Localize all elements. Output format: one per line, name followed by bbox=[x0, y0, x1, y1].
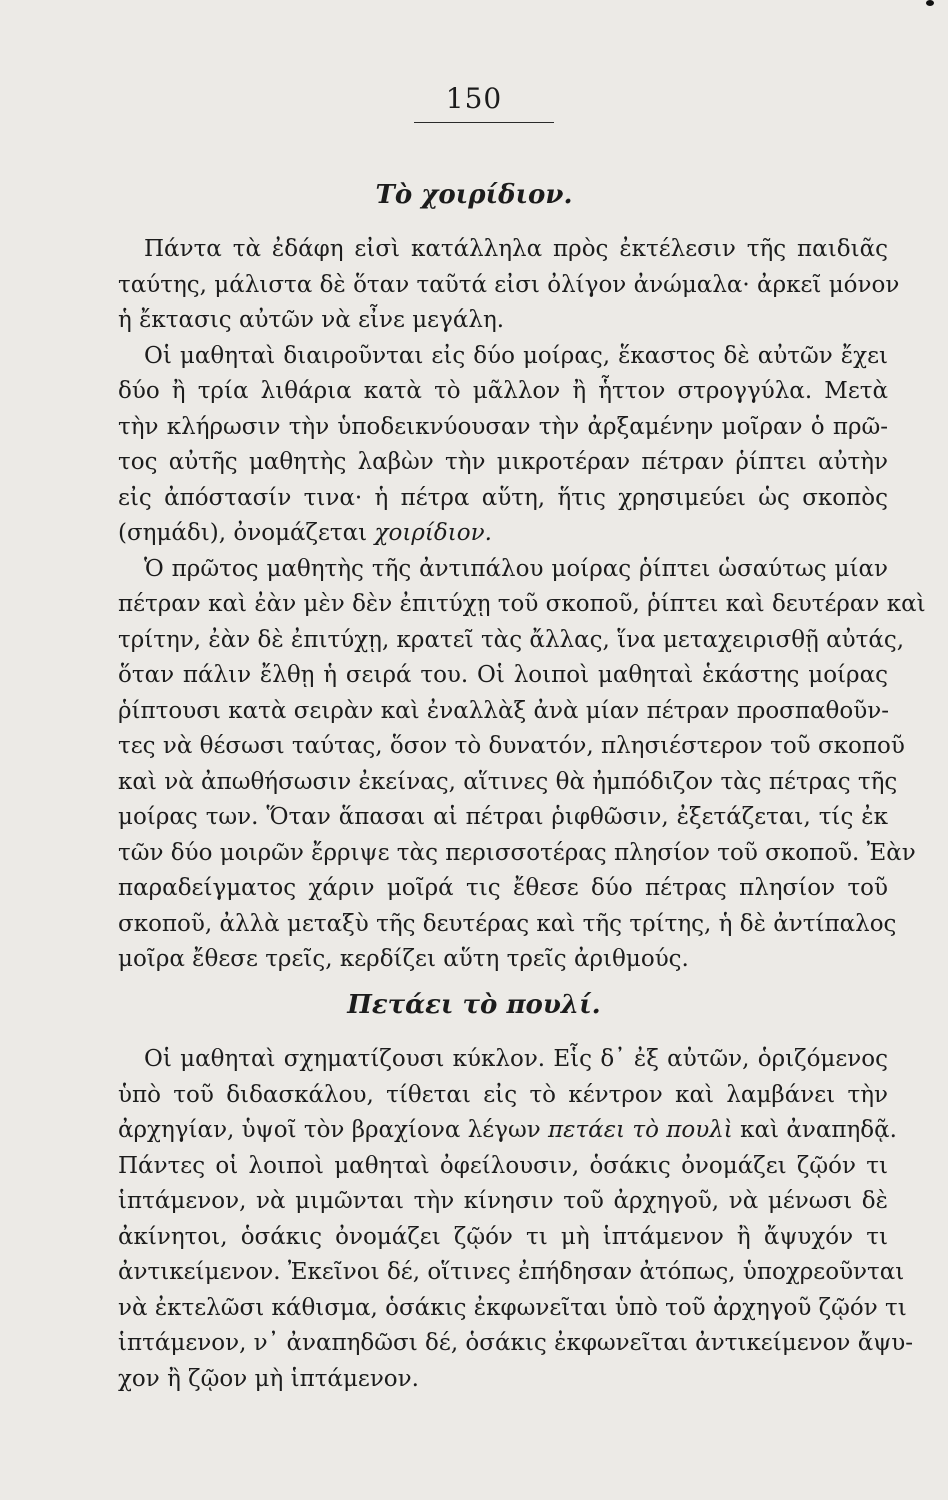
text-line: τος αὐτῆς μαθητὴς λαβὼν τὴν μικροτέραν πέτραν ῥίπτει αὐτὴν bbox=[118, 449, 888, 475]
text-line: δύο ἢ τρία λιθάρια κατὰ τὸ μᾶλλον ἢ ἧττον στρογγύλα. Μετὰ bbox=[118, 378, 888, 404]
text-line: Πάντα τὰ ἐδάφη εἰσὶ κατάλληλα πρὸς ἐκτέλεσιν τῆς παιδιᾶς bbox=[144, 236, 888, 262]
text-line: Οἱ μαθηταὶ διαιροῦνται εἰς δύο μοίρας, ἕκαστος δὲ αὐτῶν ἔχει bbox=[144, 342, 888, 369]
page-number: 150 bbox=[445, 82, 503, 115]
text-line: καὶ νὰ ἀπωθήσωσιν ἐκείνας, αἵτινες θὰ ἠμπόδιζον τὰς πέτρας τῆς bbox=[118, 768, 898, 795]
text-line: μοίρας των. Ὅταν ἅπασαι αἱ πέτραι ῥιφθῶσιν, ἐξετάζεται, τίς ἐκ bbox=[118, 804, 888, 830]
text-line: πέτραν καὶ ἐὰν μὲν δὲν ἐπιτύχῃ τοῦ σκοποῦ, ῥίπτει καὶ δευτέραν καὶ bbox=[118, 591, 926, 617]
text-line bbox=[118, 1113, 897, 1149]
text-line: σκοποῦ, ἀλλὰ μεταξὺ τῆς δευτέρας καὶ τῆς τρίτης, ἡ δὲ ἀντίπαλος bbox=[118, 910, 897, 937]
text-fragment: ἀρχηγίαν, ὑψοῖ τὸν βραχίονα λέγων bbox=[118, 1117, 541, 1143]
section-title-choiridion: Τὸ χοιρίδιον. bbox=[375, 180, 573, 210]
page-number-rule bbox=[414, 122, 554, 123]
text-line: ἱπτάμενον, νὰ μιμῶνται τὴν κίνησιν τοῦ ἀρχηγοῦ, νὰ μένωσι δὲ bbox=[118, 1188, 888, 1214]
text-line: χον ἢ ζῷον μὴ ἱπτάμενον. bbox=[118, 1365, 419, 1392]
text-line: τες νὰ θέσωσι ταύτας, ὅσον τὸ δυνατόν, πλησιέστερον τοῦ σκοποῦ bbox=[118, 733, 905, 759]
text-line: ἱπτάμενον, ν᾽ ἀναπηδῶσι δέ, ὁσάκις ἐκφωνεῖται ἀντικείμενον ἄψυ- bbox=[118, 1330, 914, 1356]
text-line: Πάντες οἱ λοιποὶ μαθηταὶ ὀφείλουσιν, ὁσάκις ὀνομάζει ζῷόν τι bbox=[118, 1152, 888, 1179]
text-line: παραδείγματος χάριν μοῖρά τις ἔθεσε δύο πέτρας πλησίον τοῦ bbox=[118, 875, 888, 901]
italic-phrase: πετάει τὸ πουλὶ bbox=[548, 1117, 733, 1143]
italic-term: χοιρίδιον. bbox=[374, 520, 492, 546]
section-body-choiridion bbox=[118, 232, 926, 978]
text-line: ὅταν πάλιν ἔλθῃ ἡ σειρά του. Οἱ λοιποὶ μαθηταὶ ἑκάστης μοίρας bbox=[118, 662, 888, 688]
text-line: τῶν δύο μοιρῶν ἔρριψε τὰς περισσοτέρας πλησίον τοῦ σκοποῦ. Ἐὰν bbox=[118, 839, 916, 866]
text-line: εἰς ἀπόστασίν τινα· ἡ πέτρα αὕτη, ἥτις χρησιμεύει ὡς σκοπὸς bbox=[118, 484, 888, 511]
text-line: ἡ ἔκτασις αὐτῶν νὰ εἶνε μεγάλη. bbox=[118, 307, 505, 333]
text-line: μοῖρα ἔθεσε τρεῖς, κερδίζει αὕτη τρεῖς ἀριθμούς. bbox=[118, 946, 689, 972]
text-fragment: καὶ ἀναπηδᾷ. bbox=[740, 1117, 897, 1143]
text-line: νὰ ἐκτελῶσι κάθισμα, ὁσάκις ἐκφωνεῖται ὑπὸ τοῦ ἀρχηγοῦ ζῷόν τι bbox=[118, 1294, 907, 1321]
text-line: ἀκίνητοι, ὁσάκις ὀνομάζει ζῷόν τι μὴ ἱπτάμενον ἢ ἄψυχόν τι bbox=[118, 1223, 888, 1250]
ink-speck bbox=[926, 0, 934, 6]
section-title-petaei-to-pouli: Πετάει τὸ πουλί. bbox=[347, 990, 601, 1020]
text-line: ἀντικείμενον. Ἐκεῖνοι δέ, οἵτινες ἐπήδησαν ἀτόπως, ὑποχρεοῦνται bbox=[118, 1259, 905, 1285]
text-line bbox=[118, 516, 888, 552]
text-line: Ὁ πρῶτος μαθητὴς τῆς ἀντιπάλου μοίρας ῥίπτει ὡσαύτως μίαν bbox=[144, 555, 888, 582]
text-line: ὑπὸ τοῦ διδασκάλου, τίθεται εἰς τὸ κέντρον καὶ λαμβάνει τὴν bbox=[118, 1081, 888, 1108]
text-fragment: (σημάδι), ὀνομάζεται bbox=[118, 520, 368, 546]
text-line: Οἱ μαθηταὶ σχηματίζουσι κύκλον. Εἷς δ᾽ ἐξ αὐτῶν, ὁριζόμενος bbox=[144, 1046, 888, 1072]
section-body-petaei-to-pouli bbox=[118, 1042, 914, 1397]
text-line: τὴν κλήρωσιν τὴν ὑποδεικνύουσαν τὴν ἀρξαμένην μοῖραν ὁ πρῶ- bbox=[118, 413, 888, 440]
text-line: ῥίπτουσι κατὰ σειρὰν καὶ ἐναλλὰξ ἀνὰ μίαν πέτραν προσπαθοῦν- bbox=[118, 697, 889, 724]
text-line: ταύτης, μάλιστα δὲ ὅταν ταῦτά εἰσι ὀλίγον ἀνώμαλα· ἀρκεῖ μόνον bbox=[118, 271, 900, 298]
text-line: τρίτην, ἐὰν δὲ ἐπιτύχῃ, κρατεῖ τὰς ἄλλας, ἵνα μεταχειρισθῇ αὐτάς, bbox=[118, 626, 905, 653]
